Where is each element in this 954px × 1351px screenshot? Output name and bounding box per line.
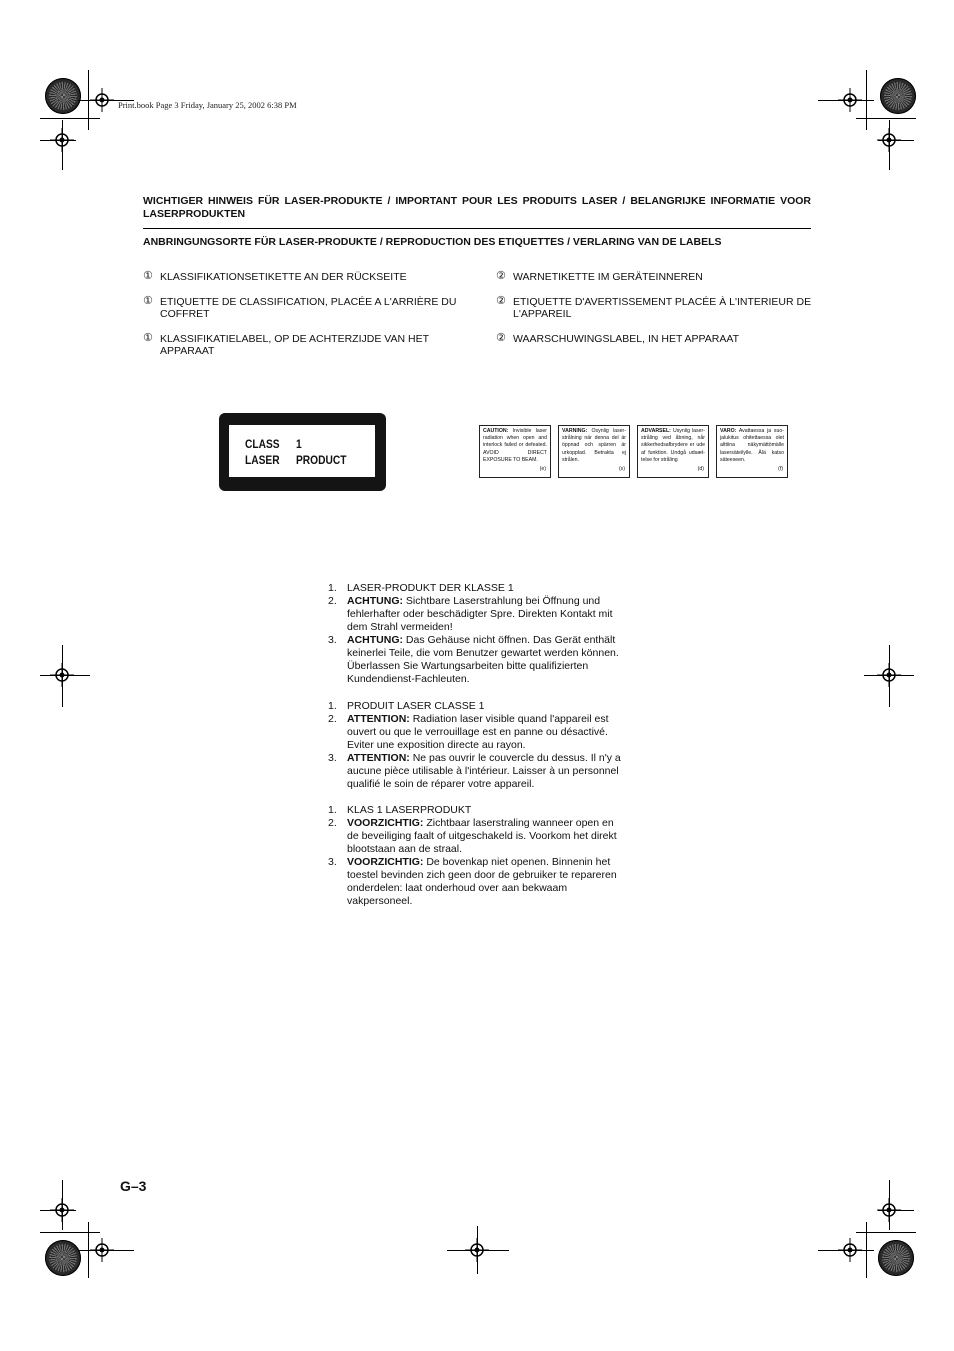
crop-mark	[62, 645, 63, 707]
left-location-list	[143, 271, 463, 370]
item-text: WARNETIKETTE IM GERÄTEINNEREN	[513, 271, 703, 283]
item-text: ETIQUETTE DE CLASSIFICATION, PLACÉE A L'ARRIÈRE DU COFFRET	[160, 296, 457, 320]
item-number: 1.	[328, 582, 337, 594]
warning-code: (e)	[539, 465, 546, 472]
german-list	[328, 582, 628, 686]
crop-mark	[889, 120, 890, 170]
section-subheading: ANBRINGUNGSORTE FÜR LASER-PRODUKTE / REPRODUCTION DES ETIQUETTES / VERLARING VAN DE LABELS	[143, 236, 722, 248]
french-list	[328, 700, 628, 791]
item-text: Radiation laser visible quand l'appareil est ouvert ou que le verrouillage est en panne ou désactivé. Eviter une exposition directe au rayon.	[347, 713, 609, 751]
item-bold: VOORZICHTIG:	[347, 856, 424, 868]
label-class: CLASS	[245, 437, 280, 451]
crop-mark	[878, 140, 914, 141]
circled-number: ②	[496, 332, 506, 344]
list-item	[328, 856, 628, 908]
list-item	[328, 634, 628, 686]
crop-mark	[40, 140, 76, 141]
item-text: Zichtbaar laserstraling wanneer open en de beveiliging faalt of uitgeschakeld is. Voorkom het direkt blootstaan aan de straal.	[347, 817, 617, 855]
item-text: PRODUIT LASER CLASSE 1	[347, 700, 485, 712]
warning-label-en	[479, 425, 551, 478]
list-item	[328, 804, 628, 817]
item-text: Das Gehäuse nicht öffnen. Das Gerät enthält keinerlei Teile, die vom Benutzer gewartet werden können. Überlassen Sie Wartungsarbeiten bitte qualifizierten Kundendienst-Fachleuten.	[347, 634, 619, 685]
crop-mark	[818, 100, 874, 101]
item-text: Sichtbare Laserstrahlung bei Öffnung und fehlerhafter oder beschädigter Spre. Direkten Kontakt mit dem Strahl vermeiden!	[347, 595, 613, 633]
label-row-product	[245, 453, 346, 467]
item-text: WAARSCHUWINGSLABEL, IN HET APPARAAT	[513, 333, 739, 345]
item-text: ETIQUETTE D'AVERTISSEMENT PLACÉE À L'INTERIEUR DE L'APPAREIL	[513, 296, 812, 320]
item-bold: ACHTUNG:	[347, 595, 403, 607]
list-item	[328, 700, 628, 713]
warning-title: VARO:	[720, 428, 737, 434]
crop-mark	[889, 645, 890, 707]
crop-mark	[856, 118, 916, 119]
label-laser: LASER	[245, 453, 280, 467]
item-text: KLAS 1 LASERPRODUKT	[347, 804, 472, 816]
item-text: KLASSIFIKATIONSETIKETTE AN DER RÜCKSEITE	[160, 271, 407, 283]
circled-number: ①	[143, 270, 153, 282]
item-number: 2.	[328, 817, 337, 829]
list-item	[328, 817, 628, 856]
circled-number: ①	[143, 295, 153, 307]
registration-star-icon	[878, 1240, 914, 1276]
list-item	[328, 582, 628, 595]
registration-star-icon	[880, 78, 916, 114]
dutch-list	[328, 804, 628, 908]
warning-code: (f)	[778, 465, 783, 472]
warning-text: Invisible laser radiation when open and interlock failed or defeated. AVOID DIRECT EXPOSURE TO BEAM.	[483, 428, 547, 463]
crop-mark	[856, 1232, 916, 1233]
crop-mark	[62, 120, 63, 170]
item-number: 3.	[328, 856, 337, 868]
circled-number: ①	[143, 332, 153, 344]
warning-label-fi	[716, 425, 788, 478]
item-bold: ATTENTION:	[347, 752, 410, 764]
item-text: KLASSIFIKATIELABEL, OP DE ACHTERZIJDE VAN HET APPARAAT	[160, 333, 429, 357]
label-inner	[229, 425, 375, 477]
item-text: LASER-PRODUKT DER KLASSE 1	[347, 582, 514, 594]
circled-number: ②	[496, 295, 506, 307]
registration-star-icon	[45, 1240, 81, 1276]
crop-mark	[40, 1232, 100, 1233]
list-item	[328, 595, 628, 634]
warning-code: (d)	[697, 465, 704, 472]
right-location-list	[496, 271, 814, 358]
list-item	[143, 296, 463, 320]
list-item	[328, 752, 628, 791]
warning-text: Avattaessa ja suo-jalukitus ohitettaessa olet alttiina näkymättömälle lasersäteilylle. Älä katso säteeseen.	[720, 428, 784, 463]
crop-mark	[447, 1250, 509, 1251]
crop-mark	[889, 1180, 890, 1230]
item-text: De bovenkap niet openen. Binnenin het toestel bevinden zich geen door de gebruiker te repareren onderdelen: laat onderhoud over aan bekwaam vakpersoneel.	[347, 856, 617, 907]
warning-title: ADVARSEL:	[641, 428, 671, 434]
registration-star-icon	[45, 78, 81, 114]
item-bold: VOORZICHTIG:	[347, 817, 424, 829]
warning-title: CAUTION:	[483, 428, 509, 434]
list-item	[496, 333, 814, 345]
crop-mark	[818, 1250, 874, 1251]
list-item	[328, 713, 628, 752]
item-text: Ne pas ouvrir le couvercle du dessus. Il n'y a aucune pièce utilisable à l'intérieur. Laisser à un personnel qualifié le soin de réparer votre appareil.	[347, 752, 621, 790]
crop-mark	[40, 675, 90, 676]
item-bold: ATTENTION:	[347, 713, 410, 725]
list-item	[496, 296, 814, 320]
item-number: 2.	[328, 595, 337, 607]
item-number: 2.	[328, 713, 337, 725]
crop-mark	[878, 1210, 914, 1211]
print-info: Print.book Page 3 Friday, January 25, 2002 6:38 PM	[118, 100, 297, 110]
warning-label-da	[637, 425, 709, 478]
warning-code: (s)	[618, 465, 625, 472]
label-one: 1	[296, 437, 302, 451]
warning-label-sv	[558, 425, 630, 478]
item-number: 1.	[328, 804, 337, 816]
list-item	[496, 271, 814, 283]
crop-mark	[477, 1226, 478, 1274]
warning-text: Usynlig laser-stråling ved åbning, når sikkerhedsafbrydere er ude af funktion. Undgå udsæt-telse for stråling	[641, 428, 705, 463]
warning-text: Osynlig laser-strålning när denna del är öppnad och spärren är urkopplad. Betrakta ej strålen.	[562, 428, 626, 463]
item-number: 3.	[328, 752, 337, 764]
page-heading: WICHTIGER HINWEIS FÜR LASER-PRODUKTE / IMPORTANT POUR LES PRODUITS LASER / BELANGRIJKE INFORMATIE VOOR LASERPRODUKTEN	[143, 195, 811, 220]
page-number: G–3	[120, 1178, 147, 1194]
list-item	[143, 333, 463, 357]
crop-mark	[78, 1250, 134, 1251]
label-row-class	[245, 437, 302, 451]
crop-mark	[62, 1180, 63, 1230]
circled-number: ②	[496, 270, 506, 282]
item-number: 3.	[328, 634, 337, 646]
divider	[143, 228, 811, 229]
crop-mark	[40, 1210, 76, 1211]
crop-mark	[40, 118, 100, 119]
label-product: PRODUCT	[296, 453, 347, 467]
item-bold: ACHTUNG:	[347, 634, 403, 646]
warning-title: VARNING:	[562, 428, 588, 434]
item-number: 1.	[328, 700, 337, 712]
class-1-laser-label	[219, 413, 386, 491]
list-item	[143, 271, 463, 283]
